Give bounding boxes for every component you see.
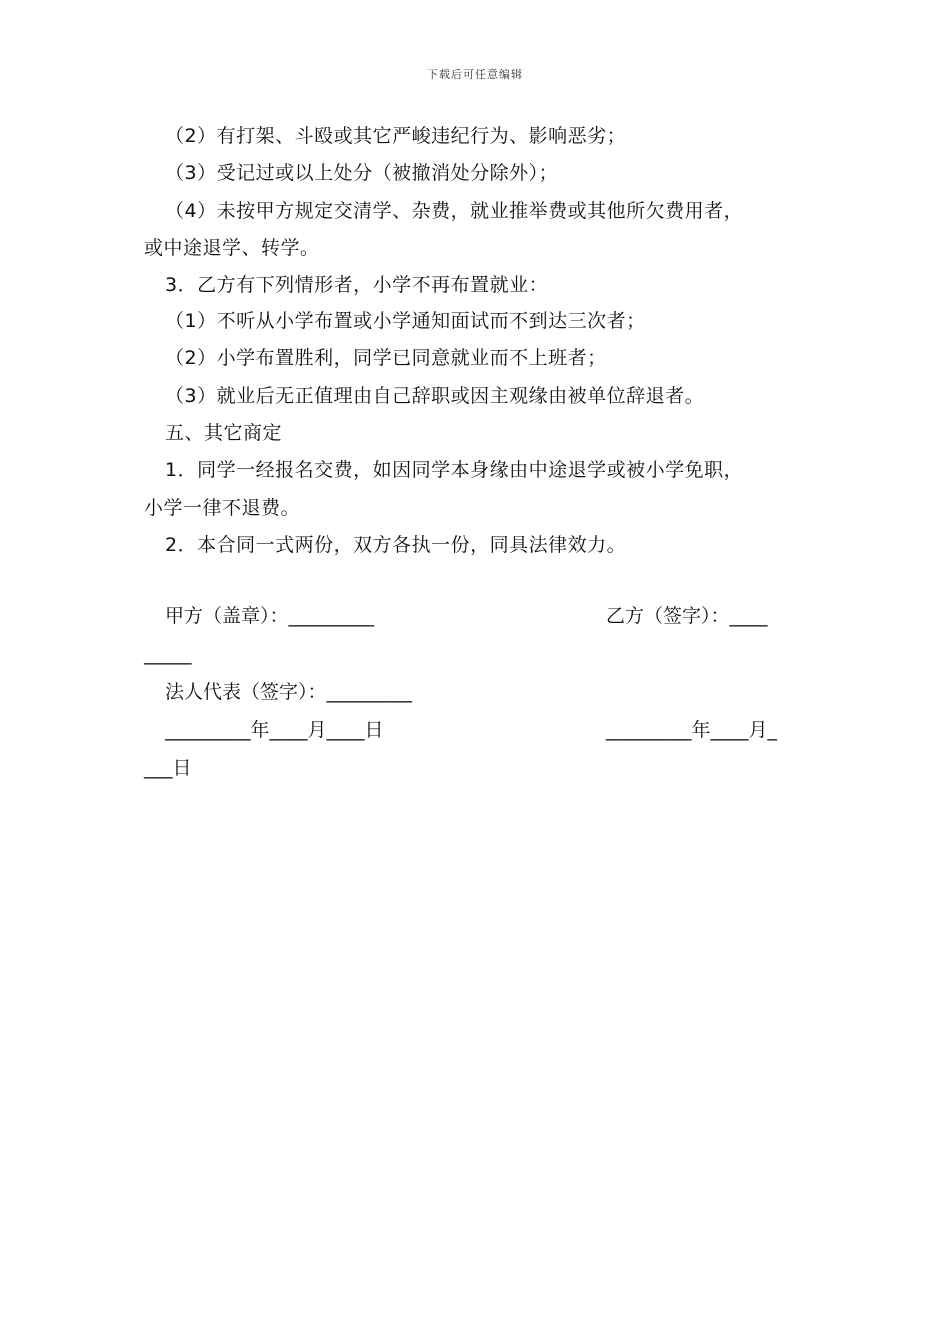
page-header: 下载后可任意编辑 (427, 68, 523, 81)
party-b-signature-cont: _____ (144, 643, 192, 665)
party-b-signature: 乙方（签字）：____ (606, 605, 768, 627)
clause-line: 1．同学一经报名交费，如因同学本身缘由中途退学或被小学免职， (165, 459, 744, 481)
clause-line: （3）受记过或以上处分（被撤消处分除外）； (165, 162, 559, 184)
party-a-seal: 甲方（盖章）：_________ (165, 605, 375, 627)
clause-line: （1）不听从小学布置或小学通知面试而不到达三次者； (165, 310, 646, 332)
clause-line: （2）有打架、斗殴或其它严峻违纪行为、影响恶劣； (165, 125, 627, 147)
clause-line: 3．乙方有下列情形者，小学不再布置就业： (165, 274, 549, 296)
party-b-date-cont: ___日 (144, 757, 192, 779)
clause-line: （3）就业后无正值理由自己辞职或因主观缘由被单位辞退者。 (165, 385, 705, 407)
clause-line: （2）小学布置胜利，同学已同意就业而不上班者； (165, 347, 607, 369)
section-heading: 五、其它商定 (165, 422, 283, 444)
party-a-date: _________年____月____日 (165, 719, 384, 741)
clause-line: 小学一律不退费。 (144, 497, 301, 519)
clause-line: （4）未按甲方规定交清学、杂费，就业推举费或其他所欠费用者， (165, 200, 744, 222)
legal-representative-signature: 法人代表（签字）：_________ (165, 681, 413, 703)
clause-line: 或中途退学、转学。 (144, 237, 320, 259)
clause-line: 2．本合同一式两份，双方各执一份，同具法律效力。 (165, 534, 627, 556)
party-b-date: _________年____月_ (606, 719, 778, 741)
